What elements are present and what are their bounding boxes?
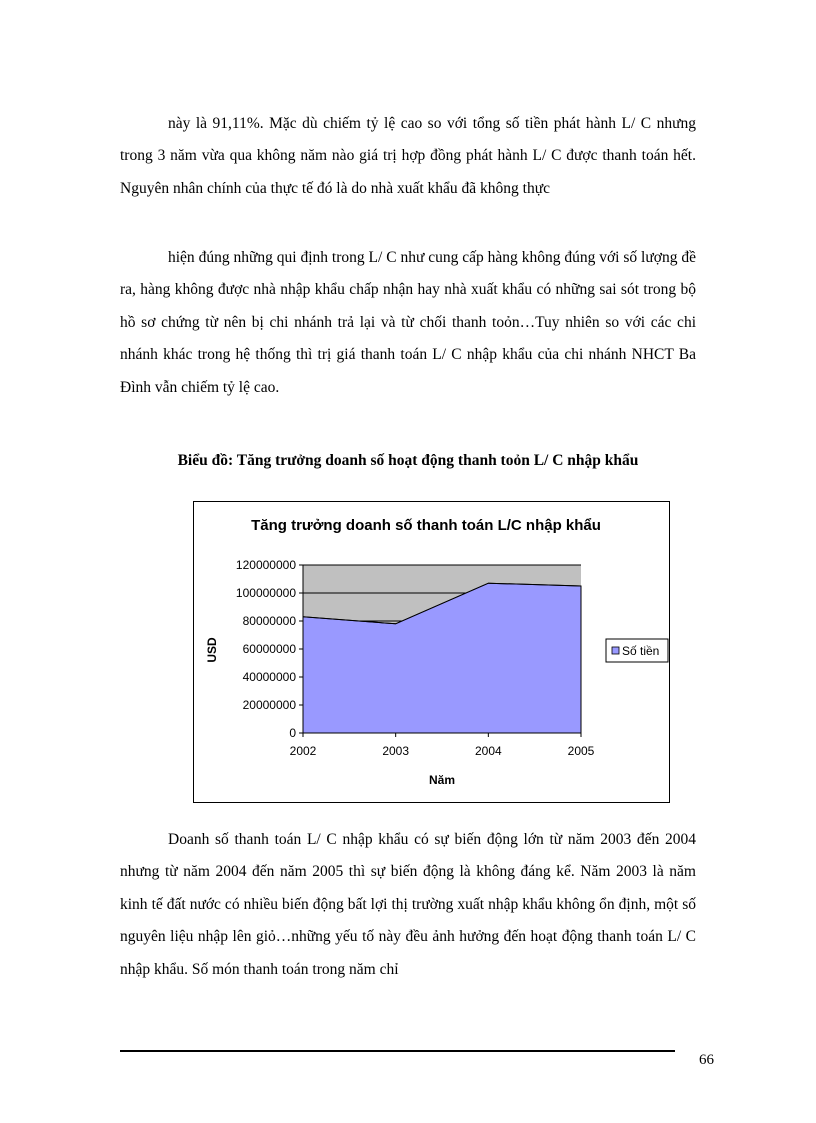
figure-caption: Biểu đồ: Tăng trưởng doanh số hoạt động thanh toỏn L/ C nhập khẩu bbox=[177, 452, 639, 469]
y-tick-label: 60000000 bbox=[242, 642, 296, 656]
chart-frame bbox=[193, 501, 670, 803]
legend bbox=[606, 639, 668, 662]
x-tick-label: 2005 bbox=[567, 744, 595, 758]
paragraph-2: hiện đúng những qui định trong L/ C như cung cấp hàng không đúng với số lượng đề ra, hàng không được nhà nhập khẩu chấp nhận hay nhà xuất khẩu có những sai sót trong bộ hồ sơ chứng từ nên bị chi nhánh trả lại và từ chối thanh toỏn…Tuy nhiên so với các chi nhánh khác trong hệ thống thì trị giá thanh toán L/ C nhập khẩu của chi nhánh NHCT Ba Đình vẫn chiếm tỷ lệ cao. bbox=[120, 249, 696, 396]
x-tick-label: 2004 bbox=[474, 744, 502, 758]
x-axis-label: Năm bbox=[428, 773, 456, 787]
x-tick-label: 2002 bbox=[289, 744, 317, 758]
footer-rule bbox=[120, 1050, 675, 1052]
paragraph-1: này là 91,11%. Mặc dù chiếm tỷ lệ cao so với tổng số tiền phát hành L/ C nhưng trong 3 năm vừa qua không năm nào giá trị hợp đồng phát hành L/ C được thanh toán hết. Nguyên nhân chính của thực tế đó là do nhà xuất khẩu đã không thực bbox=[120, 115, 696, 197]
legend-swatch bbox=[612, 647, 619, 654]
paragraph-3: Doanh số thanh toán L/ C nhập khẩu có sự biến động lớn từ năm 2003 đến 2004 nhưng từ năm 2004 đến năm 2005 thì sự biến động là không đáng kể. Năm 2003 là năm kinh tế đất nước có nhiều biến động bất lợi thị trường xuất nhập khẩu không ổn định, một số nguyên liệu nhập lên giỏ…những yếu tố này đều ảnh hưởng đến hoạt động thanh toán L/ C nhập khẩu. Số món thanh toán trong năm chỉ bbox=[120, 831, 696, 978]
y-tick-label: 100000000 bbox=[235, 586, 296, 600]
y-axis-label: USD bbox=[205, 637, 219, 663]
page-number: 66 bbox=[699, 1052, 714, 1068]
x-tick-labels bbox=[290, 744, 595, 758]
y-tick-labels bbox=[236, 558, 296, 740]
area-chart bbox=[194, 502, 669, 802]
x-tick-label: 2003 bbox=[382, 744, 410, 758]
legend-label: Số tiền bbox=[622, 644, 660, 658]
y-tick-label: 20000000 bbox=[242, 698, 296, 712]
y-tick-label: 80000000 bbox=[242, 614, 296, 628]
y-tick-label: 0 bbox=[289, 726, 296, 740]
y-tick-label: 40000000 bbox=[242, 670, 296, 684]
chart-title: Tăng trưởng doanh số thanh toán L/C nhập khẩu bbox=[251, 517, 601, 534]
y-tick-label: 120000000 bbox=[235, 558, 296, 572]
